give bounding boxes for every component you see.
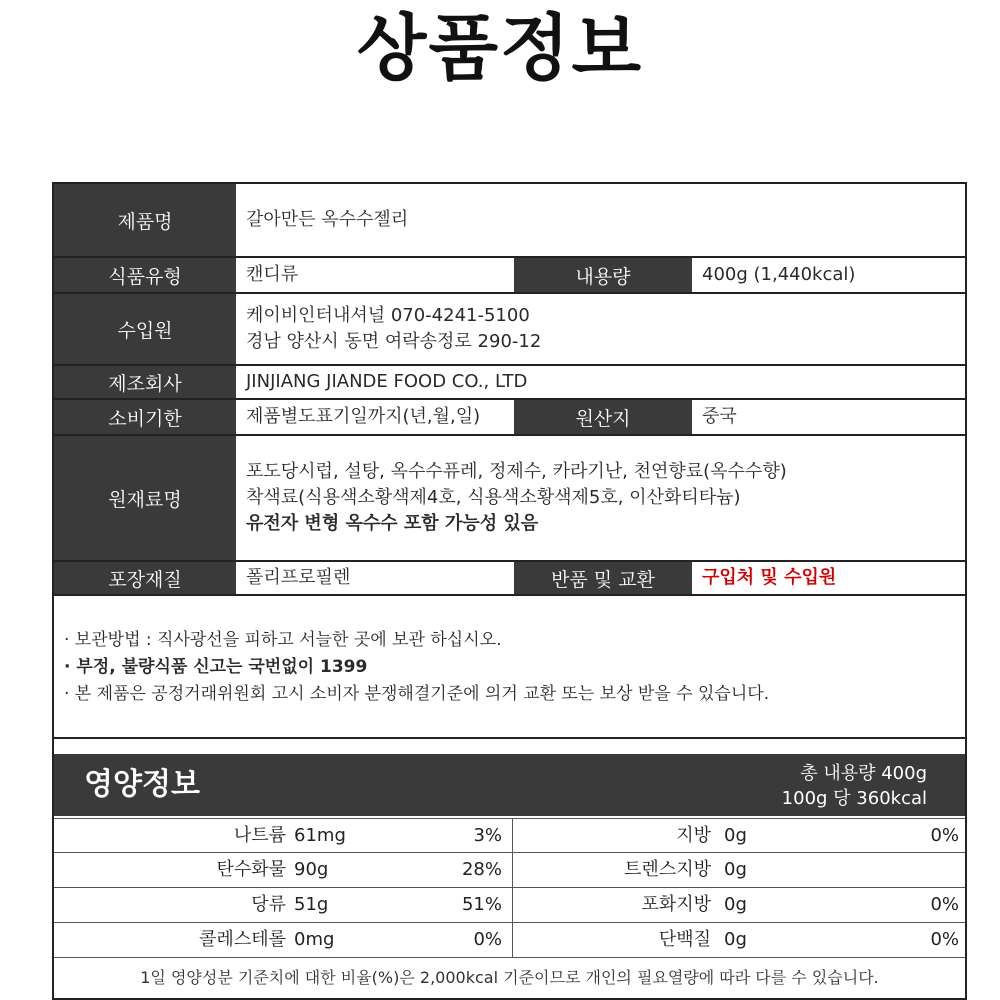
row-importer xyxy=(54,294,965,364)
row-manufacturer xyxy=(54,366,965,398)
nutrient-name: 포화지방 xyxy=(641,894,711,915)
row-food-type xyxy=(54,258,965,292)
table-row xyxy=(54,888,965,923)
value-origin: 중국 xyxy=(702,406,737,427)
nutrition-table xyxy=(54,818,965,958)
nutrient-name: 당류 xyxy=(251,894,286,915)
nutrition-title: 영양정보 xyxy=(84,767,200,802)
nutrient-amount: 0mg xyxy=(294,929,335,950)
nutrient-amount: 0g xyxy=(724,825,747,846)
nutrient-amount: 61mg xyxy=(294,825,346,846)
row-product-name xyxy=(54,184,965,256)
nutrient-percent: 0% xyxy=(930,929,959,950)
table-row xyxy=(54,923,965,958)
nutrient-name: 콜레스테롤 xyxy=(199,929,286,950)
label-manufacturer: 제조회사 xyxy=(54,366,236,398)
nutrition-total-volume: 총 내용량 400g xyxy=(800,763,927,784)
nutrient-amount: 0g xyxy=(724,859,747,880)
nutrient-percent: 0% xyxy=(930,894,959,915)
notes-section xyxy=(54,594,965,737)
label-origin: 원산지 xyxy=(514,400,692,434)
value-volume: 400g (1,440kcal) xyxy=(702,264,856,285)
nutrition-header xyxy=(54,754,965,816)
value-returns: 구입처 및 수입원 xyxy=(702,567,837,588)
table-row xyxy=(54,818,965,853)
value-ingredients-line2: 착색료(식용색소황색제4호, 식용색소황색제5호, 이산화티타늄) xyxy=(246,487,741,508)
value-importer-address: 경남 양산시 동면 여락송정로 290-12 xyxy=(246,331,542,352)
label-returns: 반품 및 교환 xyxy=(514,562,692,594)
nutrient-name: 나트륨 xyxy=(233,825,286,846)
nutrition-footnote: 1일 영양성분 기준치에 대한 비율(%)은 2,000kcal 기준이므로 개인의 필요열량에 따라 다를 수 있습니다. xyxy=(140,968,879,987)
label-product-name: 제품명 xyxy=(54,184,236,256)
value-expiry: 제품별도표기일까지(년,월,일) xyxy=(246,406,481,427)
table-row xyxy=(54,853,965,888)
nutrient-name: 지방 xyxy=(676,825,711,846)
label-food-type: 식품유형 xyxy=(54,258,236,292)
nutrient-percent: 0% xyxy=(930,825,959,846)
nutrient-percent: 0% xyxy=(473,929,502,950)
nutrient-name: 단백질 xyxy=(658,929,711,950)
nutrient-amount: 51g xyxy=(294,894,329,915)
nutrient-name: 트렌스지방 xyxy=(624,859,711,880)
page-title: 상품정보 xyxy=(356,6,644,90)
row-packaging xyxy=(54,562,965,594)
nutrient-amount: 90g xyxy=(294,859,329,880)
note-storage: · 보관방법 : 직사광선을 피하고 서늘한 곳에 보관 하십시오. xyxy=(64,630,502,650)
note-compensation: · 본 제품은 공정거래위원회 고시 소비자 분쟁해결기준에 의거 교환 또는 보상 받을 수 있습니다. xyxy=(64,684,770,704)
nutrient-amount: 0g xyxy=(724,929,747,950)
label-ingredients: 원재료명 xyxy=(54,436,236,560)
value-ingredients-line1: 포도당시럽, 설탕, 옥수수퓨레, 정제수, 카라기난, 천연향료(옥수수향) xyxy=(246,461,787,482)
nutrient-percent: 3% xyxy=(473,825,502,846)
value-manufacturer: JINJIANG JIANDE FOOD CO., LTD xyxy=(246,371,528,392)
value-importer-contact: 케이비인터내셔널 070-4241-5100 xyxy=(246,305,530,326)
label-importer: 수입원 xyxy=(54,294,236,364)
note-report: · 부정, 불량식품 신고는 국번없이 1399 xyxy=(64,657,368,677)
value-product-name: 갈아만든 옥수수젤리 xyxy=(246,209,409,230)
label-expiry: 소비기한 xyxy=(54,400,236,434)
label-packaging: 포장재질 xyxy=(54,562,236,594)
value-packaging: 폴리프로필렌 xyxy=(246,567,351,588)
row-expiry xyxy=(54,400,965,434)
nutrient-percent: 51% xyxy=(461,894,502,915)
nutrient-percent: 28% xyxy=(461,859,502,880)
nutrition-total xyxy=(782,761,927,811)
nutrient-amount: 0g xyxy=(724,894,747,915)
nutrition-calories: 100g 당 360kcal xyxy=(781,788,927,809)
label-volume: 내용량 xyxy=(514,258,692,292)
product-info-table xyxy=(52,182,967,1000)
value-gmo-warning: 유전자 변형 옥수수 포함 가능성 있음 xyxy=(246,513,539,534)
nutrient-name: 탄수화물 xyxy=(216,859,286,880)
value-food-type: 캔디류 xyxy=(246,264,299,285)
row-ingredients xyxy=(54,436,965,560)
